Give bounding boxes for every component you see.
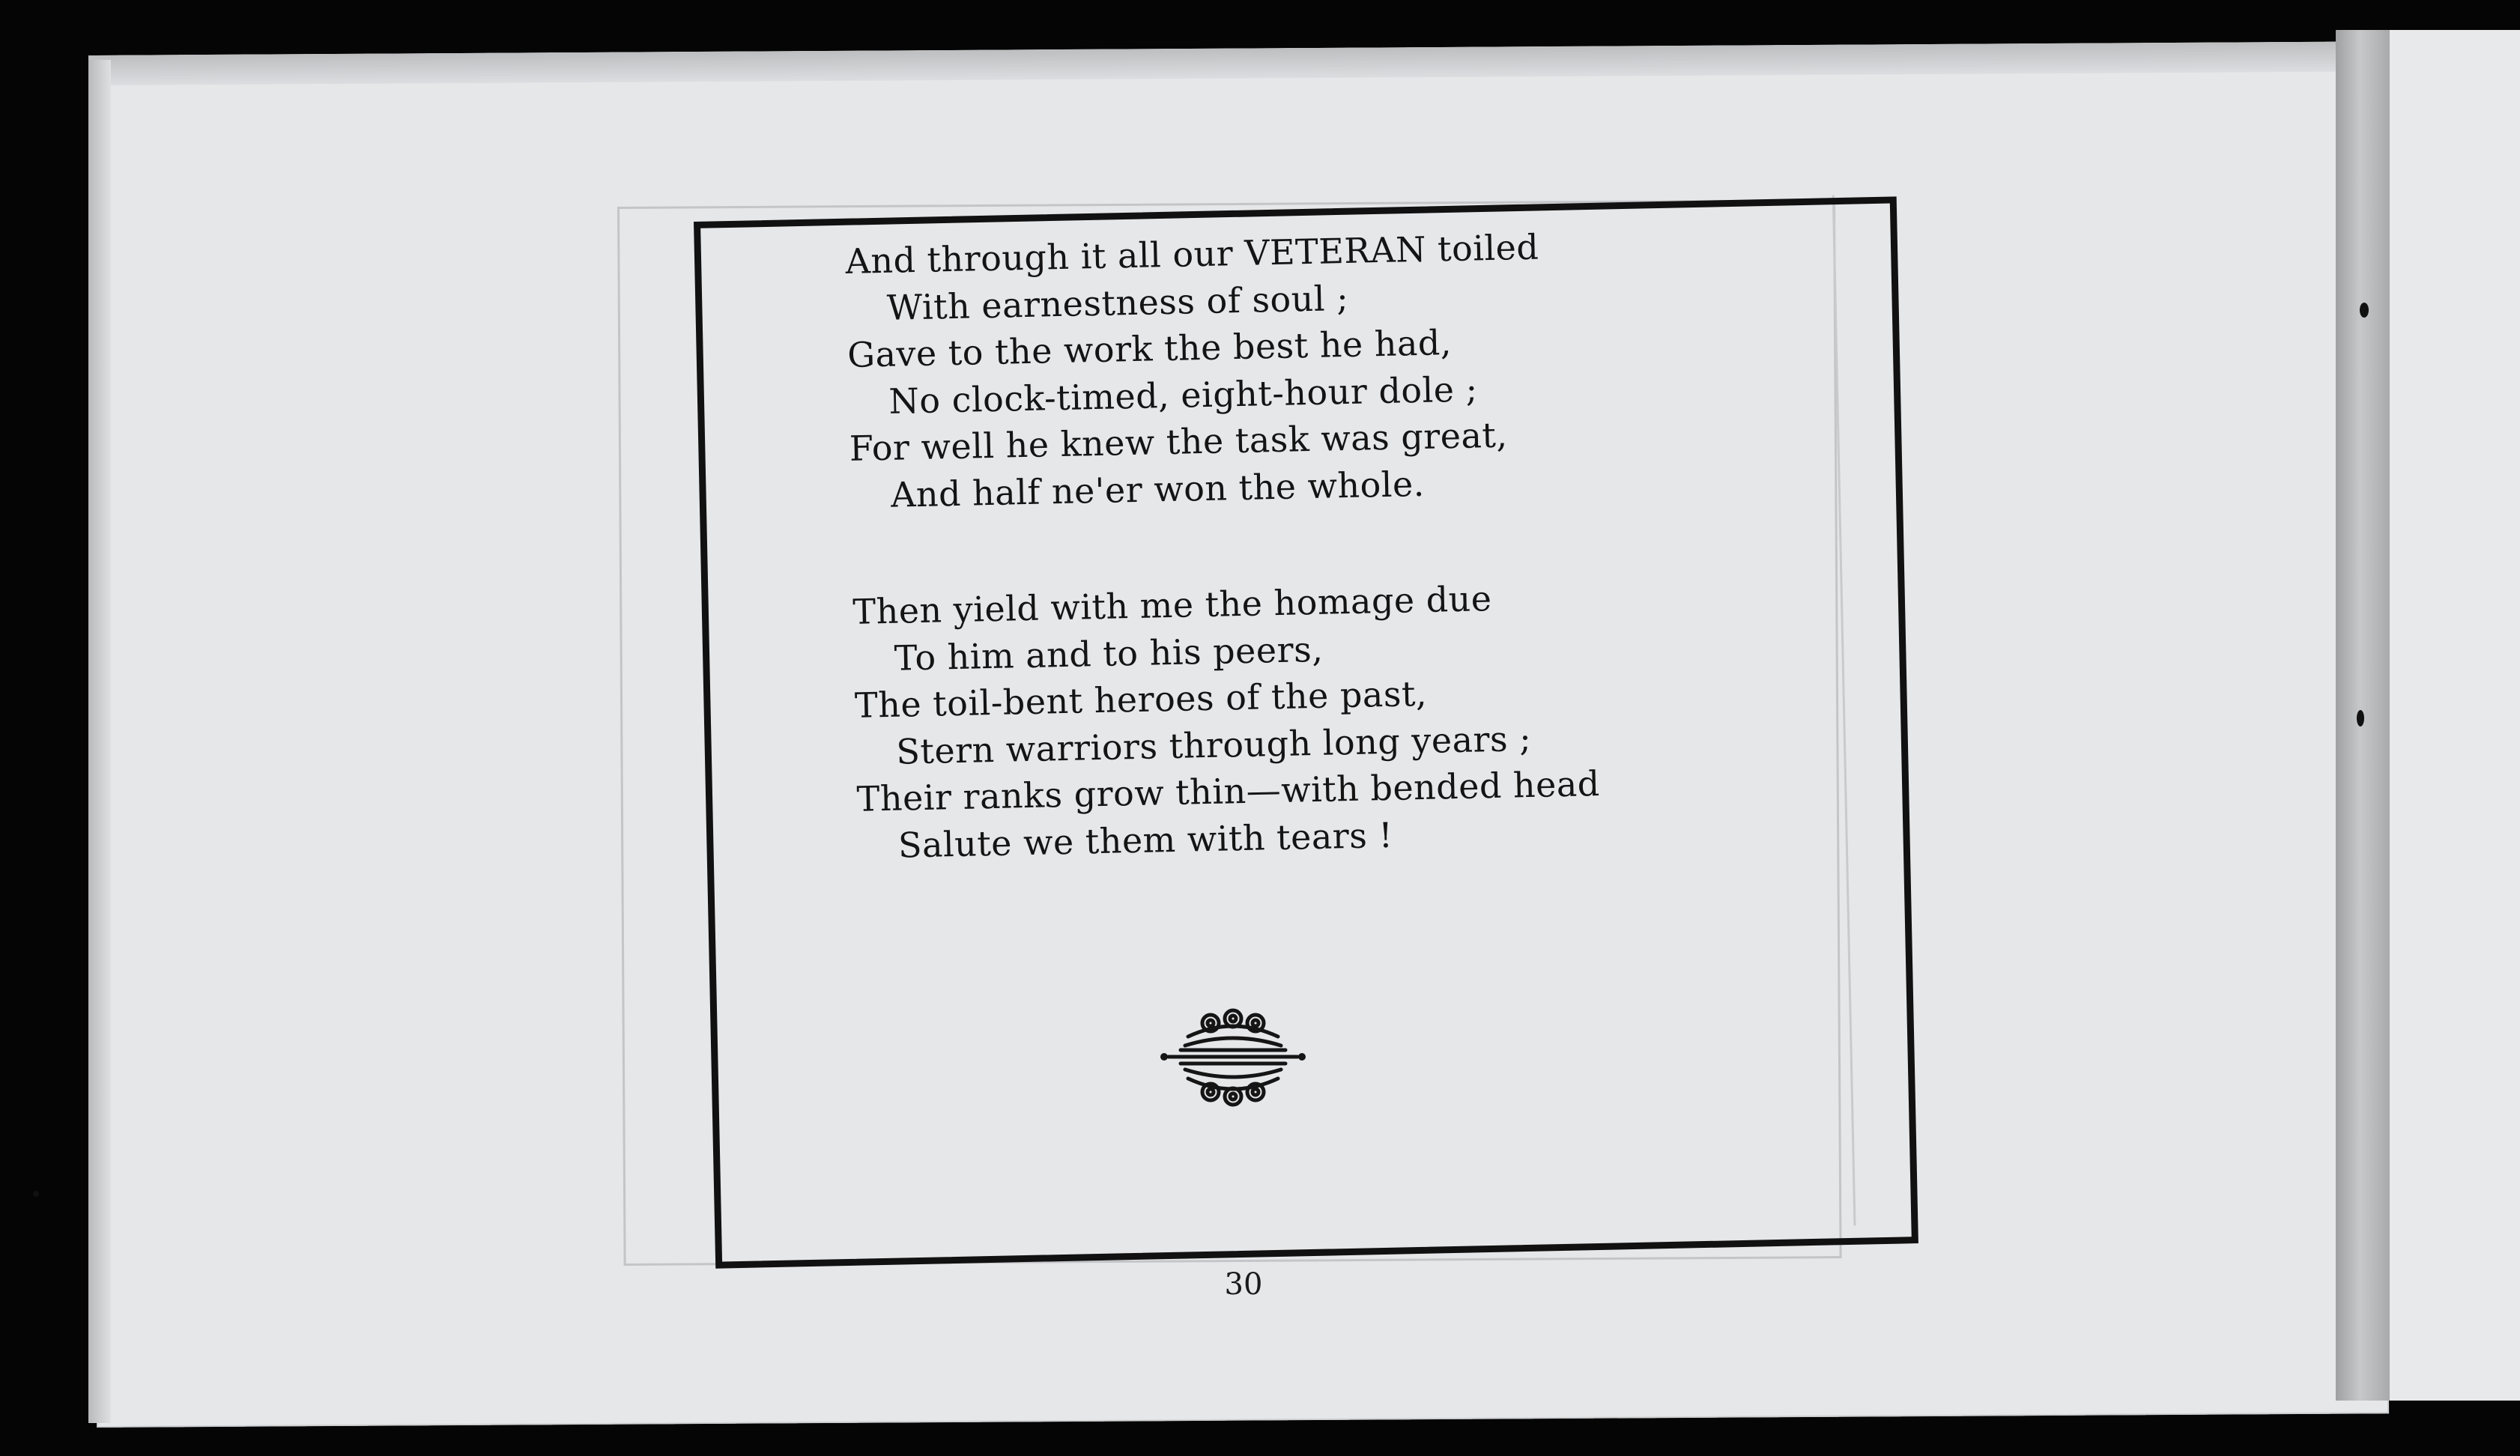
poem-line: Gave to the work the best he had, bbox=[846, 322, 1453, 375]
scroll-ornament-icon bbox=[1158, 1001, 1308, 1113]
dust-speck bbox=[2360, 303, 2369, 318]
poem-line: To him and to his peers, bbox=[894, 628, 1324, 679]
page-number: 30 bbox=[1224, 1267, 1263, 1302]
poem-line: No clock-timed, eight-hour dole ; bbox=[888, 368, 1479, 422]
poem-line: Their ranks grow thin—with bended head bbox=[856, 763, 1601, 819]
stanza-2 bbox=[852, 571, 1682, 870]
poem-line: For well he knew the task was great, bbox=[849, 414, 1508, 469]
poem-line: Stern warriors through long years ; bbox=[895, 718, 1532, 772]
poem-line: And half ne'er won the whole. bbox=[890, 463, 1426, 515]
poem-text bbox=[845, 221, 1682, 870]
right-page-sliver bbox=[2390, 30, 2520, 1401]
poem-line: Then yield with me the homage due bbox=[852, 578, 1493, 632]
poem-line: The toil-bent heroes of the past, bbox=[854, 673, 1428, 726]
dust-speck bbox=[33, 1191, 39, 1197]
stanza-1 bbox=[845, 221, 1675, 519]
poem-line: With earnestness of soul ; bbox=[886, 277, 1349, 328]
dust-speck bbox=[2357, 710, 2364, 727]
page-left-edge bbox=[88, 60, 111, 1423]
poem-line: And through it all our VETERAN toiled bbox=[845, 226, 1539, 282]
poem-line: Salute we them with tears ! bbox=[897, 814, 1393, 866]
